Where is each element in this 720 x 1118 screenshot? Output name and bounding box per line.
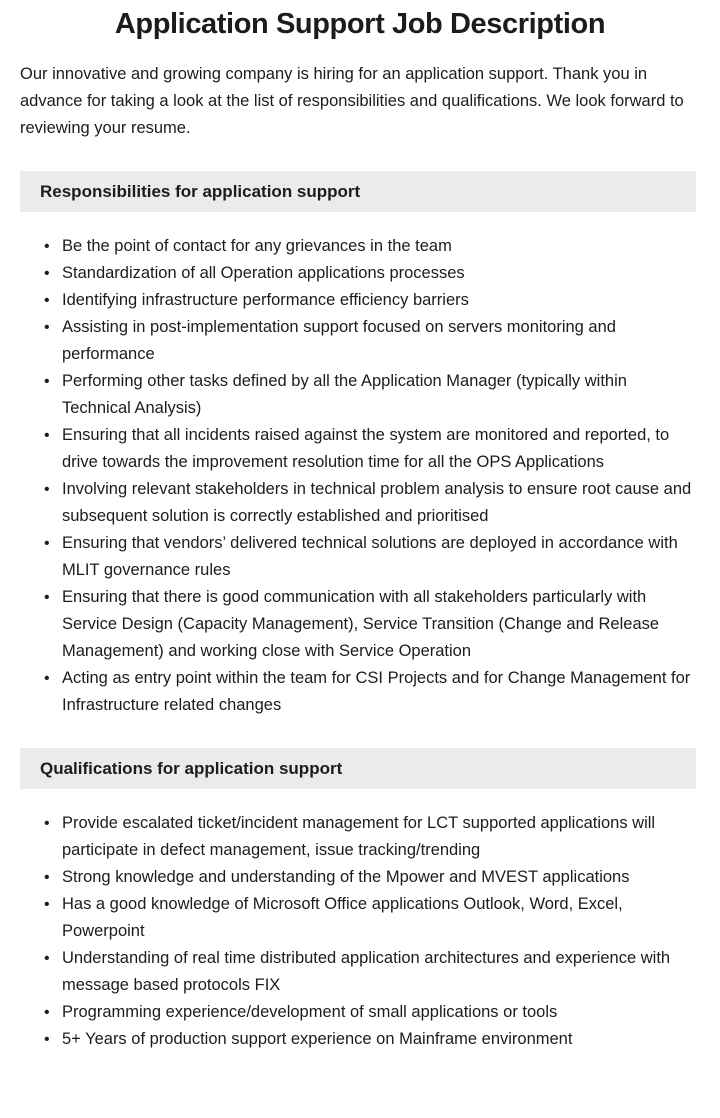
list-item: • Performing other tasks defined by all the Application Manager (typically within Technical Analysis) [44,368,696,422]
list-item: • Identifying infrastructure performance efficiency barriers [44,287,696,314]
list-item: • Involving relevant stakeholders in technical problem analysis to ensure root cause and subsequent solution is correctly established and prioritised [44,476,696,530]
list-item: • Provide escalated ticket/incident management for LCT supported applications will participate in defect management, issue tracking/trending [44,810,696,864]
list-item: • Assisting in post-implementation support focused on servers monitoring and performance [44,314,696,368]
page-title: Application Support Job Description [114,8,606,40]
list-item: • Acting as entry point within the team for CSI Projects and for Change Management for Infrastructure related changes [44,665,696,719]
list-item: • 5+ Years of production support experience on Mainframe environment [44,1026,696,1053]
list-item: • Ensuring that all incidents raised against the system are monitored and reported, to drive towards the improvement resolution time for all the OPS Applications [44,422,696,476]
section-header-responsibilities: Responsibilities for application support [20,171,696,212]
responsibilities-list [44,233,696,719]
list-item: • Strong knowledge and understanding of the Mpower and MVEST applications [44,864,696,891]
list-item: • Standardization of all Operation applications processes [44,260,696,287]
intro-paragraph: Our innovative and growing company is hiring for an application support. Thank you in advance for taking a look at the list of responsibilities and qualifications. We look forward to reviewing your resume. [20,65,684,137]
list-item: • Has a good knowledge of Microsoft Office applications Outlook, Word, Excel, Powerpoint [44,891,696,945]
section-header-qualifications: Qualifications for application support [20,748,696,789]
list-item: • Programming experience/development of small applications or tools [44,999,696,1026]
list-item: • Be the point of contact for any grievances in the team [44,233,696,260]
list-item: • Ensuring that there is good communication with all stakeholders particularly with Service Design (Capacity Management), Service Transition (Change and Release Management) and working close with Service Operation [44,584,696,665]
list-item: • Ensuring that vendors’ delivered technical solutions are deployed in accordance with MLIT governance rules [44,530,696,584]
qualifications-list [44,810,696,1053]
list-item: • Understanding of real time distributed application architectures and experience with message based protocols FIX [44,945,696,999]
job-description-page [0,7,720,1118]
